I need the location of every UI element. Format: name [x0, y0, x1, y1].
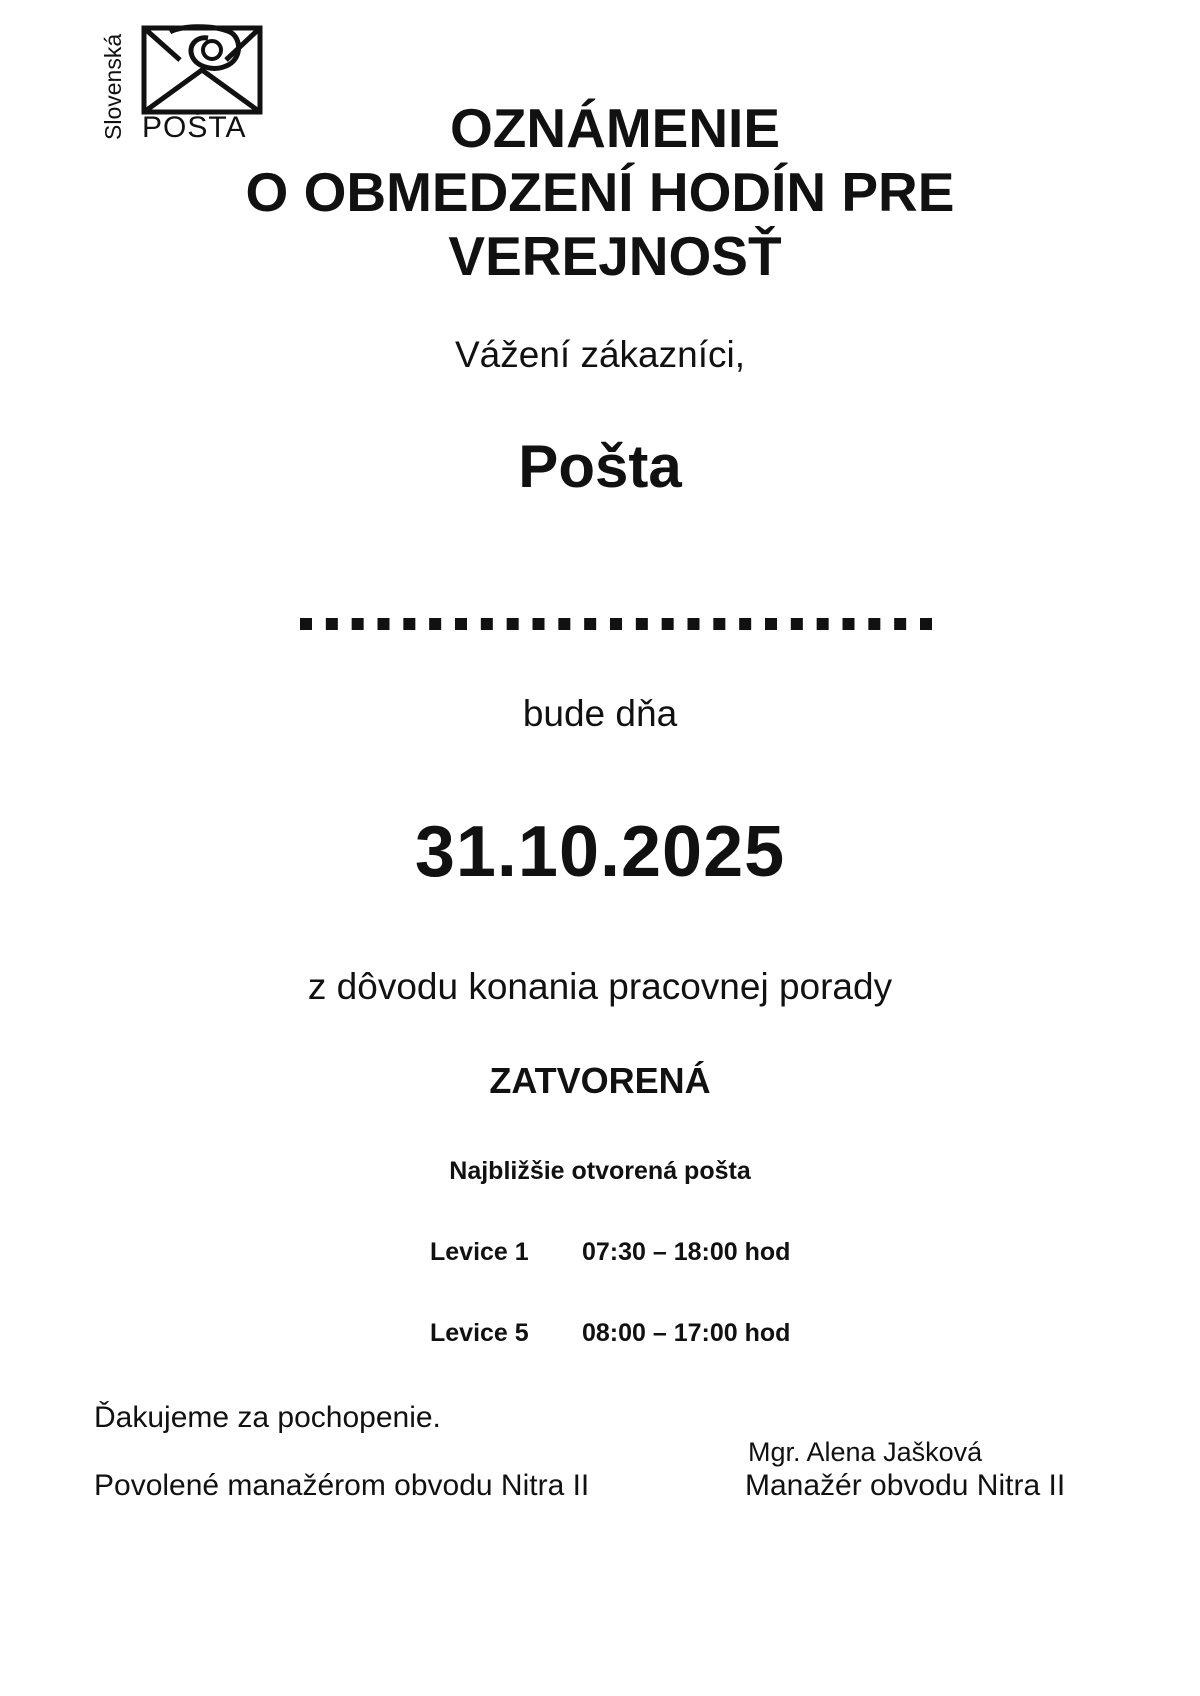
blank-line-dot	[636, 618, 648, 630]
blank-line-dot	[558, 618, 570, 630]
signer-role: Manažér obvodu Nitra II	[745, 1469, 1066, 1502]
nearest-office-hours: 07:30 – 18:00 hod	[582, 1238, 791, 1266]
office-label: Pošta	[518, 433, 682, 500]
notice-title	[0, 96, 1200, 288]
nearest-office-row	[430, 1317, 790, 1349]
blank-line-dot	[455, 618, 467, 630]
thanks-text: Ďakujeme za pochopenie.	[94, 1401, 441, 1434]
blank-line-dot	[791, 618, 803, 630]
nearest-office-name: Levice 5	[430, 1319, 529, 1347]
will-be-text: bude dňa	[522, 693, 678, 734]
blank-line-dot	[843, 618, 855, 630]
greeting: Vážení zákazníci,	[455, 334, 745, 375]
nearest-office-row	[430, 1236, 790, 1268]
blank-line-dot	[894, 618, 906, 630]
blank-line-dot	[352, 618, 364, 630]
blank-line-dot	[868, 618, 880, 630]
blank-line-dot	[533, 618, 545, 630]
blank-line-dot	[739, 618, 751, 630]
blank-line-dot	[429, 618, 441, 630]
blank-line-dot	[688, 618, 700, 630]
nearest-office-hours: 08:00 – 17:00 hod	[582, 1319, 791, 1347]
approved-by-text: Povolené manažérom obvodu Nitra II	[94, 1469, 590, 1502]
logo-posta-text: POŠTA	[142, 111, 247, 144]
blank-line-dot	[610, 618, 622, 630]
title-line-3: VEREJNOSŤ	[448, 225, 782, 287]
blank-line-dot	[403, 618, 415, 630]
blank-line-dot	[326, 618, 338, 630]
blank-line-dot	[584, 618, 596, 630]
blank-line-dot	[765, 618, 777, 630]
blank-line-dot	[920, 618, 932, 630]
closure-reason: z dôvodu konania pracovnej porady	[307, 966, 893, 1007]
logo-vertical-text: Slovenská	[100, 33, 126, 140]
nearest-office-heading: Najbližšie otvorená pošta	[449, 1157, 751, 1185]
signer-name: Mgr. Alena Jašková	[748, 1437, 983, 1467]
blank-line-dot	[507, 618, 519, 630]
title-line-2: O OBMEDZENÍ HODÍN PRE	[245, 161, 955, 223]
office-name-blank-line	[300, 617, 932, 631]
blank-line-dot	[481, 618, 493, 630]
closure-date: 31.10.2025	[414, 812, 786, 892]
title-line-1: OZNÁMENIE	[450, 97, 780, 159]
nearest-office-name: Levice 1	[430, 1238, 529, 1266]
blank-line-dot	[817, 618, 829, 630]
blank-line-dot	[378, 618, 390, 630]
blank-line-dot	[662, 618, 674, 630]
blank-line-dot	[300, 618, 312, 630]
blank-line-dot	[713, 618, 725, 630]
closure-status: ZATVORENÁ	[489, 1060, 711, 1101]
